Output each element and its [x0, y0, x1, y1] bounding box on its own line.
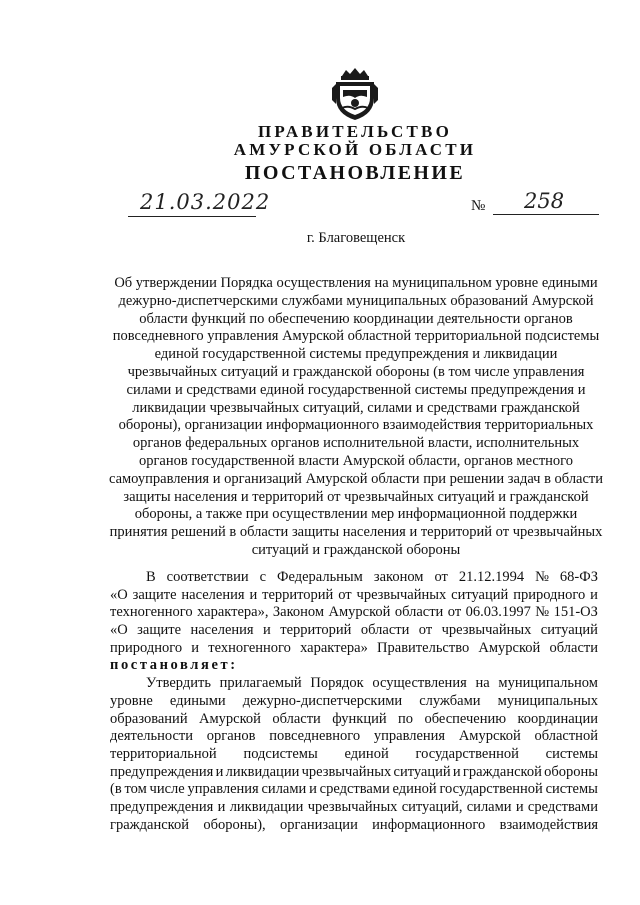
body-word: управления: [373, 728, 446, 745]
body-word: чрезвычайных: [301, 763, 392, 780]
heading-line: обороны, а также при осуществлении мер информационной поддержки: [134, 506, 578, 523]
heading-line: ликвидации чрезвычайных ситуаций, силами и средствами гражданской: [132, 399, 580, 416]
number-sign: №: [471, 198, 486, 214]
resolves-word: постановляет:: [110, 657, 238, 674]
document-heading: [96, 275, 616, 560]
body-word: ликвидации: [229, 798, 304, 815]
body-word: населения: [181, 586, 245, 603]
body-line: [110, 587, 598, 605]
body-word: Амурской: [328, 604, 391, 621]
heading-line: органов государственной власти Амурской области, органов местного: [138, 452, 574, 469]
body-word: областной: [534, 728, 598, 745]
body-word: В: [146, 569, 156, 585]
body-word: характера»,: [197, 604, 269, 621]
body-word: (в: [110, 781, 122, 798]
heading-line: обороны), организации информационного взаимодействия территориальных: [118, 417, 594, 434]
body-line: [110, 764, 598, 782]
body-word: территорий: [280, 622, 352, 639]
body-word: управления: [187, 781, 259, 798]
body-word: государственной: [415, 745, 519, 762]
heading-line: ситуаций и гражданской обороны: [251, 541, 461, 558]
body-word: предупреждения: [110, 763, 214, 780]
body-word: защите: [132, 586, 177, 603]
body-line: [110, 675, 598, 693]
body-line: [110, 604, 598, 622]
heading-line: Об утверждении Порядка осуществления на муниципальном уровне едиными: [114, 275, 598, 291]
body-word: №: [535, 604, 550, 621]
body-word: от: [338, 586, 352, 603]
body-word: муниципальном: [498, 675, 598, 692]
body-word: 06.03.1997: [465, 604, 531, 621]
body-word: ситуаций,: [401, 798, 463, 815]
body-word: системы: [545, 781, 598, 798]
government-title-line1: ПРАВИТЕЛЬСТВО: [258, 122, 452, 141]
body-word: ситуаций: [451, 586, 509, 603]
body-word: защите: [137, 622, 182, 639]
body-word: дежурно-диспетчерскими: [242, 692, 403, 709]
body-line: [110, 728, 598, 746]
body-word: уровне: [110, 692, 153, 709]
date-underline: [128, 216, 256, 217]
body-word: от: [447, 604, 462, 621]
body-word: области: [549, 639, 598, 656]
body-word: и: [452, 763, 461, 780]
body-word: функций: [332, 710, 387, 727]
government-title-line2: АМУРСКОЙ ОБЛАСТИ: [233, 140, 477, 159]
body-word: природного: [110, 639, 183, 656]
heading-line: области функций по обеспечению координации деятельности органов: [139, 310, 573, 327]
document-number: 258: [524, 189, 565, 213]
body-line: [110, 799, 598, 817]
document-type: ПОСТАНОВЛЕНИЕ: [244, 162, 466, 184]
body-line: [110, 622, 598, 640]
body-word: органов: [206, 728, 256, 745]
body-word: единой: [392, 781, 437, 798]
body-word: по: [398, 710, 414, 727]
body-word: повседневного: [269, 728, 361, 745]
body-word: 21.12.1994: [458, 569, 525, 585]
heading-line: защиты населения и территорий от чрезвычайных ситуаций и гражданской: [123, 488, 589, 505]
body-word: Амурской: [199, 710, 261, 727]
body-line: [110, 817, 598, 835]
body-word: техногенного: [110, 604, 193, 621]
body-word: 68-ФЗ: [559, 569, 598, 585]
body-word: законом: [373, 569, 424, 585]
body-word: обороны),: [203, 816, 266, 833]
body-word: характера»: [300, 639, 368, 656]
body-word: Порядок: [310, 675, 364, 692]
body-word: Утвердить: [146, 675, 211, 692]
body-word: и: [191, 639, 200, 656]
body-word: Амурской: [478, 639, 541, 656]
body-word: чрезвычайных: [307, 798, 398, 815]
body-word: осуществления: [372, 675, 467, 692]
body-word: едиными: [169, 692, 226, 709]
heading-line: силами и средствами единой государственной системы предупреждения и: [126, 381, 586, 398]
body-word: территорий: [262, 586, 334, 603]
body-word: единой: [344, 745, 389, 762]
body-word: области: [272, 710, 321, 727]
body-word: и: [515, 798, 524, 815]
heading-line: единой государственной системы предупреждения и ликвидации: [154, 346, 558, 363]
body-line: [110, 711, 598, 729]
body-word: координации: [517, 710, 598, 727]
body-word: области: [360, 622, 410, 639]
body-line: [110, 781, 598, 799]
body-word: силами: [261, 781, 307, 798]
body-line: [110, 746, 598, 764]
body-word: средствами: [319, 781, 390, 798]
body-word: службами: [419, 692, 481, 709]
body-word: и: [309, 781, 317, 798]
body-line: [110, 693, 598, 711]
body-word: чрезвычайных: [441, 622, 532, 639]
body-word: населения: [190, 622, 254, 639]
body-word: «О: [110, 586, 128, 603]
body-word: и: [590, 586, 598, 603]
body-word: и: [249, 586, 258, 603]
body-word: Законом: [272, 604, 325, 621]
body-word: области: [394, 604, 444, 621]
body-line: [110, 640, 598, 658]
body-word: системы: [545, 745, 598, 762]
body-word: гражданской: [110, 816, 189, 833]
body-word: ликвидации: [225, 763, 300, 780]
body-word: образований: [110, 710, 188, 727]
body-word: «О: [110, 622, 128, 639]
heading-line: принятия решений в области защиты населения и территорий от чрезвычайных: [109, 524, 603, 541]
body-word: подсистемы: [243, 745, 318, 762]
city-name: г. Благовещенск: [306, 230, 406, 246]
heading-line: дежурно-диспетчерскими службами муниципальных образований Амурской: [118, 292, 594, 309]
body-word: муниципальных: [497, 692, 598, 709]
body-word: прилагаемый: [219, 675, 302, 692]
body-word: силами: [466, 798, 512, 815]
body-word: и: [263, 622, 271, 639]
body-word: предупреждения: [110, 798, 214, 815]
body-word: территориальной: [110, 745, 217, 762]
number-underline: [493, 214, 599, 215]
heading-line: самоуправления и организаций Амурской области при решении задач в области: [108, 470, 604, 487]
body-word: Федеральным: [277, 569, 363, 585]
body-word: гражданской: [462, 763, 542, 780]
body-word: организации: [279, 816, 358, 833]
body-word: средствами: [527, 798, 598, 815]
body-word: и: [217, 798, 226, 815]
body-word: от: [418, 622, 433, 639]
coat-of-arms-icon: [330, 68, 380, 120]
body-word: соответствии: [166, 569, 249, 585]
body-word: на: [475, 675, 490, 692]
body-word: деятельности: [110, 728, 194, 745]
body-word: обеспечению: [424, 710, 507, 727]
body-word: взаимодействия: [499, 816, 598, 833]
body-word: природного: [513, 586, 586, 603]
body-word: от: [434, 569, 448, 585]
body-word: Амурской: [458, 728, 521, 745]
body-word: и: [215, 763, 224, 780]
body-word: государственной: [439, 781, 543, 798]
body-line: [110, 657, 598, 675]
body-line: [110, 569, 598, 587]
body-word: с: [259, 569, 267, 585]
body-word: №: [535, 569, 549, 585]
body-word: информационного: [372, 816, 486, 833]
heading-line: повседневного управления Амурской областной территориальной подсистемы: [112, 328, 600, 345]
document-body: [110, 569, 598, 834]
body-word: числе: [149, 781, 185, 798]
body-word: 151-ОЗ: [553, 604, 598, 621]
body-word: Правительство: [377, 639, 470, 656]
document-date: 21.03.2022: [140, 190, 271, 214]
body-word: том: [124, 781, 147, 798]
heading-line: чрезвычайных ситуаций и гражданской обороны (в том числе управления: [127, 363, 585, 380]
body-word: ситуаций: [393, 763, 451, 780]
body-word: обороны: [544, 763, 598, 780]
body-word: ситуаций: [540, 622, 598, 639]
heading-line: органов федеральных органов исполнительной власти, исполнительных: [132, 435, 580, 452]
body-word: техногенного: [208, 639, 291, 656]
body-word: чрезвычайных: [356, 586, 447, 603]
